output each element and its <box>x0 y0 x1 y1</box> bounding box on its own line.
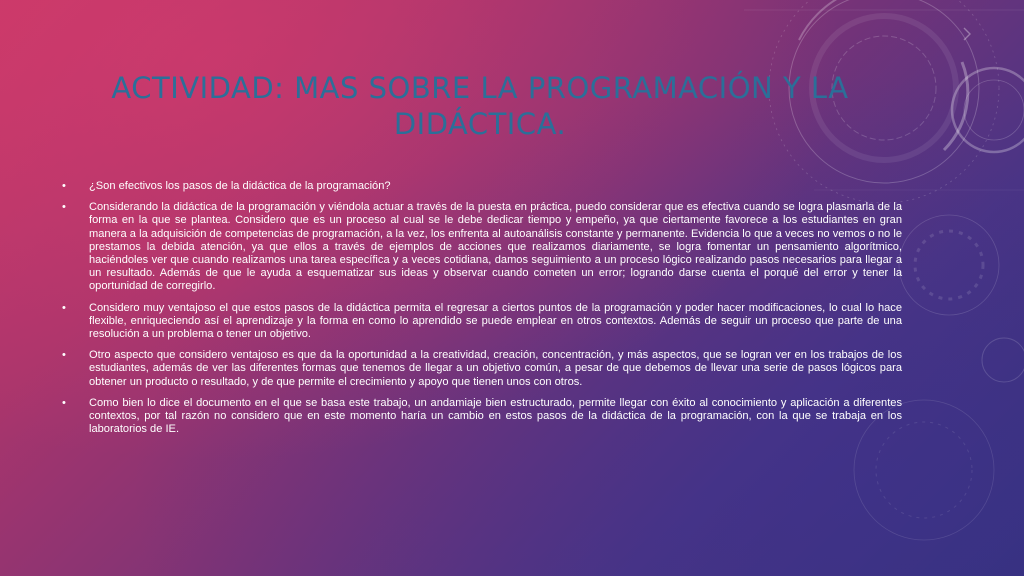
bullet-text: Considerando la didáctica de la programación y viéndola actuar a través de la puesta en práctica, puedo considerar que es efectiva cuando se logra plasmarla de la forma en la que se plantea. Considero que es un proceso al cual se le debe dedicar tiempo y empeño, ya que ciertamente favorece a los estudiantes en gran manera a la adquisición de competencias de programación, a la vez, los enfrenta al autoanálisis constante y permanente. Evidencia lo que a veces no vemos o no le prestamos la debida atención, ya que ellos a través de ejemplos de acciones que realizamos diariamente, se logra fomentar un pensamiento algorítmico, haciéndoles ver que cuando realizamos una tarea específica y a veces cotidiana, damos seguimiento a un proceso lógico realizando pasos necesarios para llegar a un resultado. Además de que le ayuda a esquematizar sus ideas y observar cuando cometen un error; logrando darse cuenta el porqué del error y tener la oportunidad de corregirlo. <box>89 201 902 293</box>
bullet-item <box>62 302 902 342</box>
bullet-dot-icon: • <box>62 396 66 409</box>
bullet-dot-icon: • <box>62 349 66 362</box>
bullet-list <box>62 180 902 444</box>
bullet-item <box>62 180 902 193</box>
bullet-dot-icon: • <box>62 180 66 192</box>
bullet-item <box>62 349 902 389</box>
bullet-dot-icon: • <box>62 201 66 214</box>
bullet-text: ¿Son efectivos los pasos de la didáctica de la programación? <box>89 180 391 192</box>
bullet-item <box>62 397 902 437</box>
bullet-text: Como bien lo dice el documento en el que se basa este trabajo, un andamiaje bien estructurado, permite llegar con éxito al conocimiento y aplicación a diferentes contextos, por tal razón no considero que en este momento haría un cambio en estos pasos de la didáctica de la programación, con la que se trabaja en los laboratorios de IE. <box>89 396 902 436</box>
bullet-item <box>62 201 902 293</box>
bullet-text: Otro aspecto que considero ventajoso es que da la oportunidad a la creatividad, creación, concentración, y más aspectos, que se logran ver en los trabajos de los estudiantes, además de ver las diferentes formas que tenemos de llegar a un objetivo común, a pesar de que debemos de llevar una serie de pasos lógicos para obtener un producto o resultado, y de que permite el crecimiento y apoyo que tienen unos con otros. <box>89 349 902 388</box>
bullet-dot-icon: • <box>62 301 66 314</box>
bullet-text: Considero muy ventajoso el que estos pasos de la didáctica permita el regresar a ciertos puntos de la programación y poder hacer modificaciones, lo cual lo hace flexible, enriqueciendo así el aprendizaje y la forma en como lo aprendido se puede emplear en otros contextos. Además de seguir un proceso que parte de una resolución a un problema o tener un objetivo. <box>89 301 902 341</box>
slide-title: ACTIVIDAD: MAS SOBRE LA PROGRAMACIÓN Y LA DIDÁCTICA. <box>111 71 849 141</box>
